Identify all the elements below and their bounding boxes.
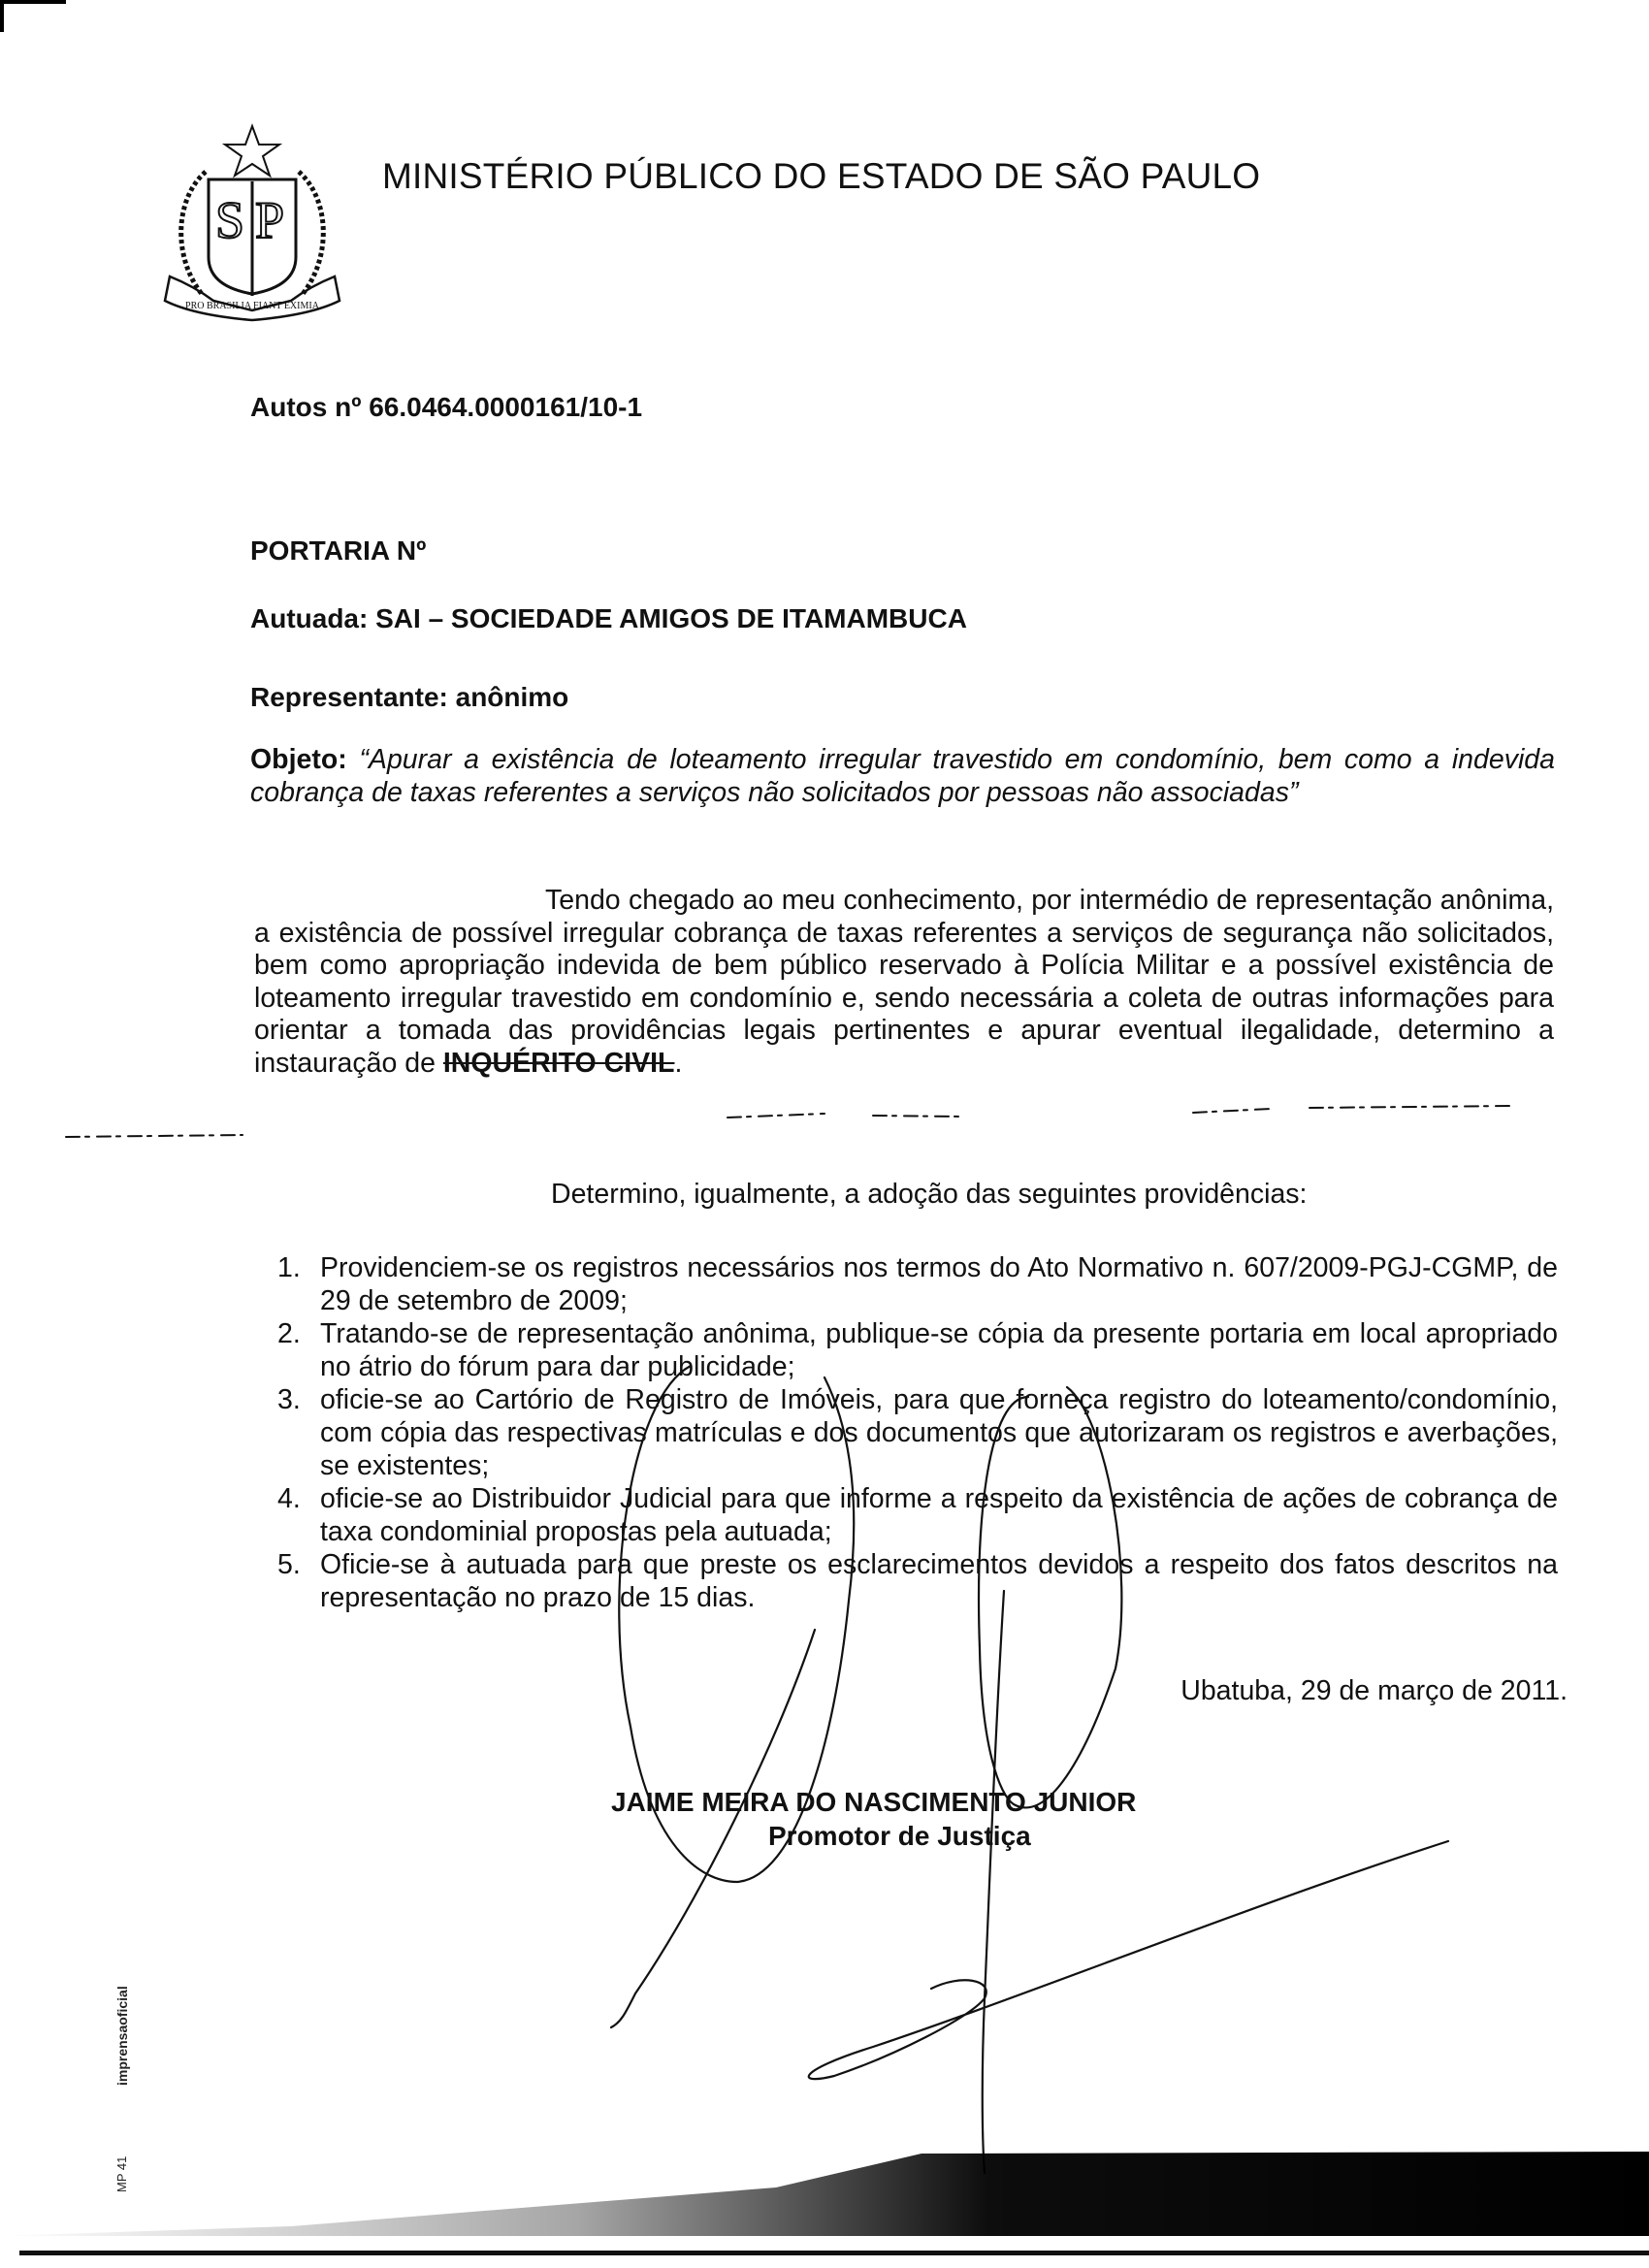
institution-title: MINISTÉRIO PÚBLICO DO ESTADO DE SÃO PAULO bbox=[382, 156, 1261, 196]
signer-role: Promotor de Justiça bbox=[768, 1821, 1031, 1851]
scan-dash-line bbox=[66, 1106, 1513, 1137]
crest-laurel-right bbox=[299, 172, 323, 294]
sao-paulo-coat-of-arms-icon bbox=[155, 121, 349, 325]
signature-sweep bbox=[809, 1841, 1448, 2079]
margin-side-code: MP 41 bbox=[114, 2155, 129, 2192]
representante-label: Representante: bbox=[250, 682, 448, 712]
list-item bbox=[277, 1251, 1558, 1317]
list-item-number: 1. bbox=[277, 1252, 301, 1283]
list-item bbox=[277, 1317, 1558, 1383]
determino-line: Determino, igualmente, a adoção das seguintes providências: bbox=[551, 1179, 1308, 1210]
main-paragraph bbox=[254, 885, 1554, 1080]
list-item bbox=[277, 1482, 1558, 1548]
list-item-number: 5. bbox=[277, 1549, 301, 1580]
objeto-label: Objeto: bbox=[250, 744, 347, 775]
svg-text:S: S bbox=[215, 191, 245, 249]
list-item-text: Providenciem-se os registros necessários nos termos do Ato Normativo n. 607/2009-PGJ-CGMP, de 29 de setembro de 2009; bbox=[320, 1252, 1558, 1316]
list-item bbox=[277, 1383, 1558, 1482]
list-item-text: oficie-se ao Cartório de Registro de Imóveis, para que forneça registro do loteamento/condomínio, com cópia das respectivas matrículas e dos documentos que autorizaram os registros e averbações, se existentes; bbox=[320, 1384, 1558, 1481]
representante-value: anônimo bbox=[455, 682, 569, 712]
crest-laurel-left bbox=[181, 172, 206, 294]
autuada-field bbox=[250, 603, 967, 634]
list-item-text: oficie-se ao Distribuidor Judicial para que informe a respeito da existência de ações de cobrança de taxa condominial propostas pela autuada; bbox=[320, 1483, 1558, 1547]
scan-border-top bbox=[0, 0, 66, 4]
inquerito-civil-emphasis: INQUÉRITO CIVIL bbox=[442, 1047, 675, 1079]
signer-name: JAIME MEIRA DO NASCIMENTO JUNIOR bbox=[611, 1787, 1137, 1817]
list-item-number: 3. bbox=[277, 1384, 301, 1415]
list-item bbox=[277, 1548, 1558, 1614]
signature-stroke-vertical bbox=[983, 1591, 1004, 2173]
autuada-value: SAI – SOCIEDADE AMIGOS DE ITAMAMBUCA bbox=[375, 603, 967, 633]
autos-value: 66.0464.0000161/10-1 bbox=[369, 392, 643, 422]
portaria-label: PORTARIA Nº bbox=[250, 535, 427, 566]
list-item-number: 2. bbox=[277, 1318, 301, 1349]
scan-border-left bbox=[0, 0, 4, 32]
paragraph-end: . bbox=[674, 1047, 683, 1079]
svg-text:P: P bbox=[255, 191, 285, 249]
autos-number bbox=[250, 392, 642, 423]
representante-field bbox=[250, 682, 568, 713]
objeto-field bbox=[250, 743, 1555, 809]
list-item-number: 4. bbox=[277, 1483, 301, 1514]
crest-star bbox=[225, 126, 279, 176]
autuada-label: Autuada: bbox=[250, 603, 369, 633]
scan-bottom-shadow bbox=[0, 2115, 1649, 2268]
list-item-text: Tratando-se de representação anônima, publique-se cópia da presente portaria em local apropriado no átrio do fórum para dar publicidade; bbox=[320, 1318, 1558, 1382]
place-date: Ubatuba, 29 de março de 2011. bbox=[1180, 1675, 1568, 1706]
svg-text:PRO BRASILIA FIANT EXIMIA: PRO BRASILIA FIANT EXIMIA bbox=[185, 301, 319, 311]
paragraph-text: Tendo chegado ao meu conhecimento, por intermédio de representação anônima, a existência de possível irregular cobrança de taxas referentes a serviços de segurança não solicitados, bem como apropriação indevida de bem público reservado à Polícia Militar e a possível existência de loteamento irregular travestido em condomínio e, sendo necessária a coleta de outras informações para orientar a tomada das providências legais pertinentes e apurar eventual ilegalidade, determino a instauração de bbox=[254, 885, 1554, 1079]
margin-side-label: imprensaoficial bbox=[114, 1986, 130, 2086]
objeto-text: “Apurar a existência de loteamento irregular travestido em condomínio, bem como a indevida cobrança de taxas referentes a serviços não solicitados por pessoas não associadas” bbox=[250, 744, 1555, 808]
autos-label: Autos nº bbox=[250, 392, 362, 422]
providencias-list bbox=[277, 1251, 1558, 1614]
list-item-text: Oficie-se à autuada para que preste os esclarecimentos devidos a respeito dos fatos descritos na representação no prazo de 15 dias. bbox=[320, 1549, 1558, 1613]
